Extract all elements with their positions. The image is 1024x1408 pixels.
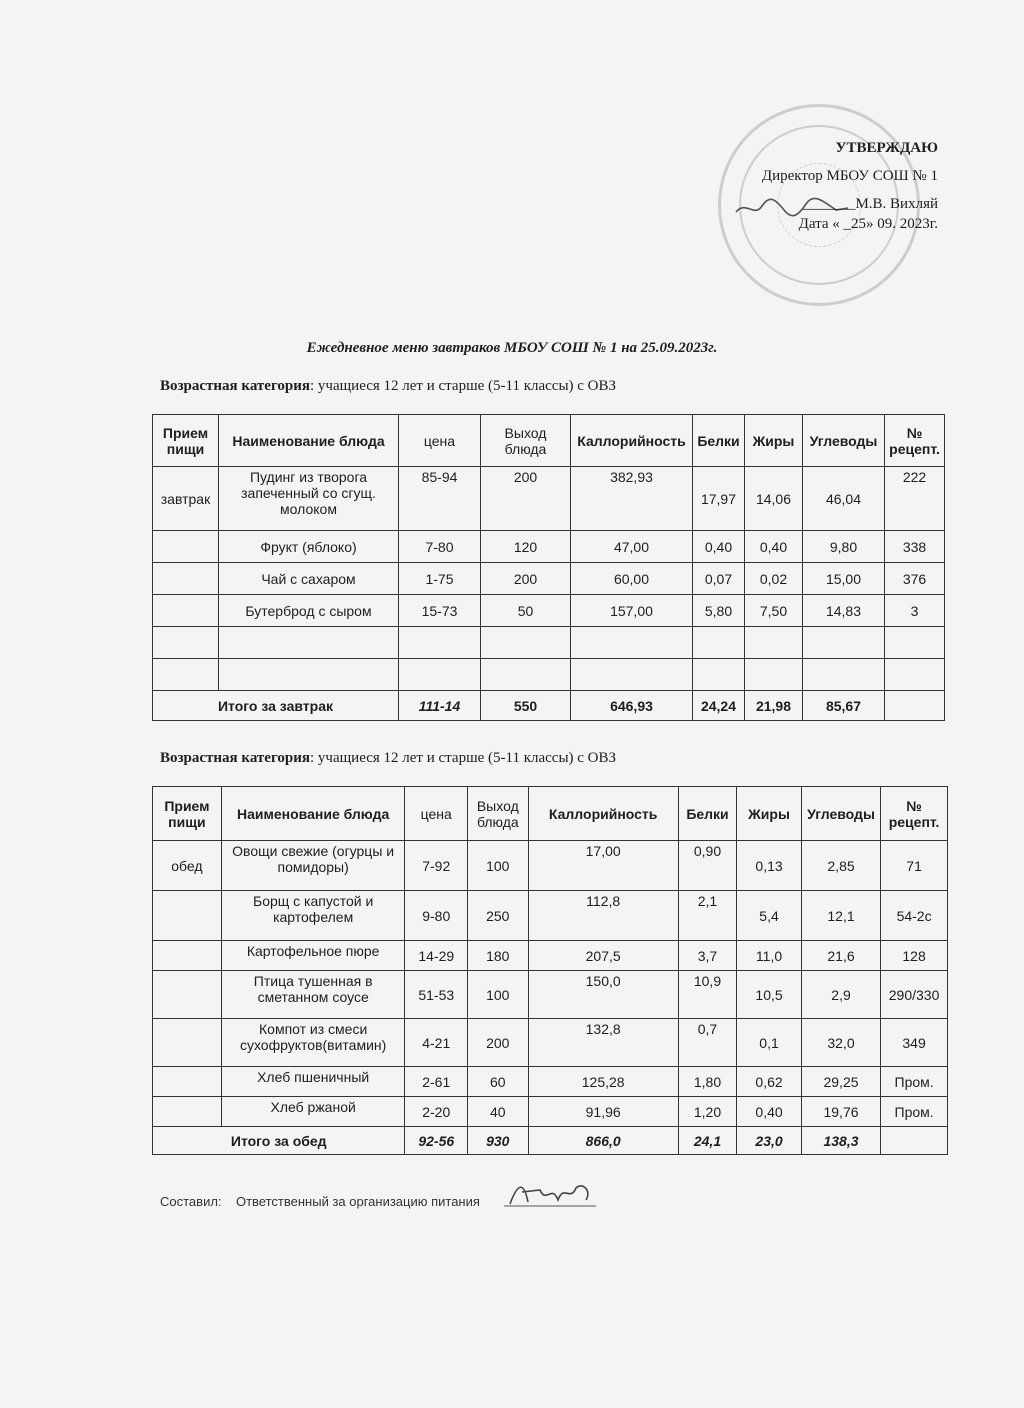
meal-cell	[153, 1067, 222, 1097]
fat-cell: 5,4	[737, 891, 802, 941]
fat-cell: 0,40	[737, 1097, 802, 1127]
carbs-cell: 9,80	[803, 531, 885, 563]
header-cell: Жиры	[737, 787, 802, 841]
total-carbs: 85,67	[803, 691, 885, 721]
dish-cell: Хлеб ржаной	[221, 1097, 405, 1127]
age-category-label: Возрастная категория	[160, 378, 310, 394]
responsible-label: Ответственный за организацию питания	[235, 1194, 480, 1209]
dish-cell: Пудинг из творога запеченный со сгущ. молоком	[219, 467, 399, 531]
protein-cell: 2,1	[678, 891, 736, 941]
table-header-row	[153, 787, 948, 841]
header-cell: Жиры	[745, 415, 803, 467]
price-cell: 85-94	[399, 467, 481, 531]
output-cell: 250	[468, 891, 529, 941]
kcal-cell: 91,96	[528, 1097, 678, 1127]
recipe-cell: 222	[885, 467, 945, 531]
carbs-cell: 2,85	[801, 841, 880, 891]
table-row	[153, 941, 948, 971]
lunch-table	[152, 786, 948, 1155]
recipe-cell: 376	[885, 563, 945, 595]
document-title: Ежедневное меню завтраков МБОУ СОШ № 1 на 25.09.2023г.	[306, 340, 718, 356]
carbs-cell: 14,83	[803, 595, 885, 627]
carbs-cell: 32,0	[801, 1019, 880, 1067]
dish-cell: Овощи свежие (огурцы и помидоры)	[221, 841, 405, 891]
meal-cell	[153, 1019, 222, 1067]
carbs-cell: 12,1	[801, 891, 880, 941]
protein-cell: 1,80	[678, 1067, 736, 1097]
breakfast-table	[152, 414, 945, 721]
dish-cell: Компот из смеси сухофруктов(витамин)	[221, 1019, 405, 1067]
total-fat: 23,0	[737, 1127, 802, 1155]
table-row	[153, 595, 945, 627]
total-price: 92-56	[405, 1127, 468, 1155]
table-row	[153, 1067, 948, 1097]
dish-cell: Бутерброд с сыром	[219, 595, 399, 627]
protein-cell: 0,07	[693, 563, 745, 595]
recipe-cell: 71	[881, 841, 948, 891]
table-row	[153, 841, 948, 891]
kcal-cell: 207,5	[528, 941, 678, 971]
age-category-value: : учащиеся 12 лет и старше (5-11 классы) с ОВЗ	[310, 378, 617, 394]
empty-row	[153, 627, 945, 659]
carbs-cell: 46,04	[803, 467, 885, 531]
header-cell: № рецепт.	[881, 787, 948, 841]
price-cell: 2-20	[405, 1097, 468, 1127]
protein-cell: 17,97	[693, 467, 745, 531]
fat-cell: 10,5	[737, 971, 802, 1019]
output-cell: 180	[468, 941, 529, 971]
protein-cell: 0,40	[693, 531, 745, 563]
header-cell: Углеводы	[801, 787, 880, 841]
header-cell: Наименование блюда	[219, 415, 399, 467]
total-output: 930	[468, 1127, 529, 1155]
kcal-cell: 112,8	[528, 891, 678, 941]
header-cell: Прием пищи	[153, 787, 222, 841]
table-row	[153, 531, 945, 563]
kcal-cell: 132,8	[528, 1019, 678, 1067]
protein-cell: 5,80	[693, 595, 745, 627]
dish-cell: Картофельное пюре	[221, 941, 405, 971]
kcal-cell: 382,93	[571, 467, 693, 531]
total-price: 111-14	[399, 691, 481, 721]
output-cell: 200	[468, 1019, 529, 1067]
fat-cell: 0,02	[745, 563, 803, 595]
header-cell: цена	[399, 415, 481, 467]
total-empty	[881, 1127, 948, 1155]
table-row	[153, 1097, 948, 1127]
meal-cell: обед	[153, 841, 222, 891]
protein-cell: 1,20	[678, 1097, 736, 1127]
age-category-lunch	[160, 750, 616, 767]
carbs-cell: 29,25	[801, 1067, 880, 1097]
fat-cell: 0,13	[737, 841, 802, 891]
carbs-cell: 21,6	[801, 941, 880, 971]
protein-cell: 0,7	[678, 1019, 736, 1067]
meal-cell	[153, 941, 222, 971]
table-row	[153, 1019, 948, 1067]
recipe-cell: 290/330	[881, 971, 948, 1019]
kcal-cell: 150,0	[528, 971, 678, 1019]
header-cell: цена	[405, 787, 468, 841]
approval-block	[678, 138, 938, 234]
price-cell: 7-92	[405, 841, 468, 891]
header-cell: Выход блюда	[481, 415, 571, 467]
dish-cell: Фрукт (яблоко)	[219, 531, 399, 563]
price-cell: 1-75	[399, 563, 481, 595]
breakfast-total-row	[153, 691, 945, 721]
carbs-cell: 19,76	[801, 1097, 880, 1127]
protein-cell: 0,90	[678, 841, 736, 891]
output-cell: 60	[468, 1067, 529, 1097]
table-row	[153, 891, 948, 941]
header-cell: Наименование блюда	[221, 787, 405, 841]
protein-cell: 3,7	[678, 941, 736, 971]
director-position: Директор МБОУ СОШ № 1	[761, 168, 938, 184]
meal-cell	[153, 531, 219, 563]
total-fat: 21,98	[745, 691, 803, 721]
age-category-breakfast	[160, 378, 616, 395]
total-label: Итого за обед	[153, 1127, 405, 1155]
responsible-signature	[500, 1176, 604, 1216]
total-protein: 24,1	[678, 1127, 736, 1155]
fat-cell: 11,0	[737, 941, 802, 971]
price-cell: 15-73	[399, 595, 481, 627]
fat-cell: 0,40	[745, 531, 803, 563]
header-cell: Каллорийность	[528, 787, 678, 841]
lunch-total-row	[153, 1127, 948, 1155]
director-name: _______М.В. Вихляй	[802, 196, 938, 212]
recipe-cell: 3	[885, 595, 945, 627]
table-header-row	[153, 415, 945, 467]
recipe-cell: 338	[885, 531, 945, 563]
output-cell: 100	[468, 841, 529, 891]
dish-cell: Борщ с капустой и картофелем	[221, 891, 405, 941]
protein-cell: 10,9	[678, 971, 736, 1019]
meal-cell: завтрак	[153, 467, 219, 531]
recipe-cell: Пром.	[881, 1097, 948, 1127]
recipe-cell: 54-2с	[881, 891, 948, 941]
kcal-cell: 125,28	[528, 1067, 678, 1097]
fat-cell: 0,1	[737, 1019, 802, 1067]
header-cell: № рецепт.	[885, 415, 945, 467]
fat-cell: 14,06	[745, 467, 803, 531]
header-cell: Углеводы	[803, 415, 885, 467]
header-cell: Выход блюда	[468, 787, 529, 841]
dish-cell: Чай с сахаром	[219, 563, 399, 595]
total-protein: 24,24	[693, 691, 745, 721]
approval-date: Дата « _25» 09. 2023г.	[798, 216, 938, 232]
meal-cell	[153, 971, 222, 1019]
empty-row	[153, 659, 945, 691]
age-category-value: : учащиеся 12 лет и старше (5-11 классы) с ОВЗ	[310, 750, 617, 766]
price-cell: 51-53	[405, 971, 468, 1019]
table-row	[153, 563, 945, 595]
fat-cell: 7,50	[745, 595, 803, 627]
carbs-cell: 15,00	[803, 563, 885, 595]
meal-cell	[153, 891, 222, 941]
total-output: 550	[481, 691, 571, 721]
kcal-cell: 157,00	[571, 595, 693, 627]
table-row	[153, 467, 945, 531]
kcal-cell: 17,00	[528, 841, 678, 891]
output-cell: 200	[481, 467, 571, 531]
price-cell: 9-80	[405, 891, 468, 941]
dish-cell: Хлеб пшеничный	[221, 1067, 405, 1097]
header-cell: Белки	[678, 787, 736, 841]
price-cell: 7-80	[399, 531, 481, 563]
recipe-cell: 349	[881, 1019, 948, 1067]
table-row	[153, 971, 948, 1019]
header-cell: Белки	[693, 415, 745, 467]
meal-cell	[153, 595, 219, 627]
age-category-label: Возрастная категория	[160, 750, 310, 766]
price-cell: 14-29	[405, 941, 468, 971]
kcal-cell: 47,00	[571, 531, 693, 563]
recipe-cell: 128	[881, 941, 948, 971]
output-cell: 100	[468, 971, 529, 1019]
total-kcal: 866,0	[528, 1127, 678, 1155]
total-label: Итого за завтрак	[153, 691, 399, 721]
recipe-cell: Пром.	[881, 1067, 948, 1097]
meal-cell	[153, 563, 219, 595]
meal-cell	[153, 1097, 222, 1127]
header-cell: Каллорийность	[571, 415, 693, 467]
price-cell: 2-61	[405, 1067, 468, 1097]
output-cell: 200	[481, 563, 571, 595]
footer	[160, 1194, 480, 1209]
output-cell: 40	[468, 1097, 529, 1127]
output-cell: 120	[481, 531, 571, 563]
price-cell: 4-21	[405, 1019, 468, 1067]
header-cell: Прием пищи	[153, 415, 219, 467]
fat-cell: 0,62	[737, 1067, 802, 1097]
output-cell: 50	[481, 595, 571, 627]
dish-cell: Птица тушенная в сметанном соусе	[221, 971, 405, 1019]
kcal-cell: 60,00	[571, 563, 693, 595]
carbs-cell: 2,9	[801, 971, 880, 1019]
composed-label: Составил:	[160, 1194, 222, 1209]
total-carbs: 138,3	[801, 1127, 880, 1155]
total-kcal: 646,93	[571, 691, 693, 721]
approval-heading: УТВЕРЖДАЮ	[835, 140, 938, 156]
